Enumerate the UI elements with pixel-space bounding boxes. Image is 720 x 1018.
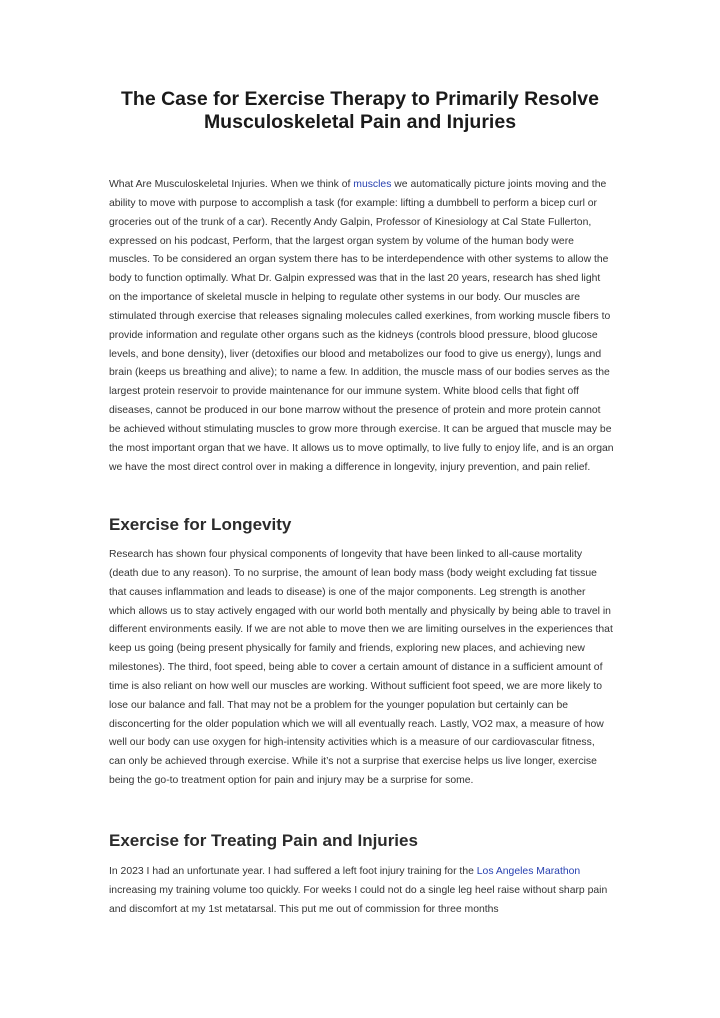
pain-injuries-heading: Exercise for Treating Pain and Injuries — [109, 831, 418, 850]
document-title: The Case for Exercise Therapy to Primarily Resolve Musculoskeletal Pain and Injuries — [121, 88, 599, 133]
los-angeles-marathon-link[interactable]: Los Angeles Marathon — [476, 866, 581, 877]
longevity-paragraph: Research has shown four physical components of longevity that have been linked to all-cause mortality (death due to any reason). To no surprise, the amount of lean body mass (body weight excluding fat tissue that causes inflammation and leads to disease) is one of the major components. Leg strength is another which allows us to stay actively engaged with our world both mentally and physically by being able to travel in different environments easily. If we are not able to move then we are limiting ourselves in the experiences that keep us going (being present physically for family and friends, exploring new places, and achieving new milestones). The third, foot speed, being able to cover a certain amount of distance in a sufficient amount of time is also reliant on how well our muscles are working. Without sufficient foot speed, we are more likely to lose our balance and fall. That may not be a problem for the younger population but certainly can be disconcerting for the older population which we will all eventually reach. Lastly, VO2 max, a measure of how well our body can use oxygen for high-intensity activities which is a measure of our cardiovascular fitness, can only be achieved through exercise. While it’s not a surprise that exercise helps us live longer, exercise being the go-to treatment option for pain and injury may be a surprise for some. — [109, 549, 613, 787]
intro-paragraph — [109, 176, 614, 478]
pain-paragraph — [109, 863, 614, 920]
pain-text-rest: increasing my training volume too quickly. For weeks I could not do a single leg heel raise without sharp pain and discomfort at my 1st metatarsal. This put me out of commission for three months — [109, 884, 608, 915]
pain-text-start: In 2023 I had an unfortunate year. I had suffered a left foot injury training for the — [109, 866, 477, 877]
longevity-heading: Exercise for Longevity — [109, 515, 292, 534]
intro-text-start: What Are Musculoskeletal Injuries. When we think of — [109, 179, 354, 190]
intro-text-rest: we automatically picture joints moving and the ability to move with purpose to accomplish a task (for example: lifting a dumbbell to perform a bicep curl or groceries out of the trunk of a car). Recently Andy Galpin, Professor of Kinesiology at Cal State Fullerton, expressed on his podcast, Perform, that the largest organ system by volume of the human body were muscles. To be considered an organ system there has to be interdependence with other systems to allow the body to function optimally. What Dr. Galpin expressed was that in the last 20 years, research has shed light on the importance of skeletal muscle in helping to regulate other systems in our body. Our muscles are stimulated through exercise that releases signaling molecules called exerkines, from working muscle fibers to provide information and regulate other organs such as the kidneys (controls blood pressure, blood glucose levels, and bone density), liver (detoxifies our blood and metabolizes our food to give us energy), lungs and brain (keeps us breathing and alive); to name a few. In addition, the muscle mass of our bodies serves as the largest protein reservoir to provide maintenance for our immune system. White blood cells that fight off diseases, cannot be produced in our bone marrow without the presence of protein and more protein cannot be achieved without stimulating muscles to grow more through exercise. It can be argued that muscle may be the most important organ that we have. It allows us to move optimally, to live fully to enjoy life, and is an organ we have the most direct control over in making a difference in longevity, injury prevention, and pain relief. — [109, 179, 614, 473]
muscles-link[interactable]: muscles — [353, 179, 392, 190]
